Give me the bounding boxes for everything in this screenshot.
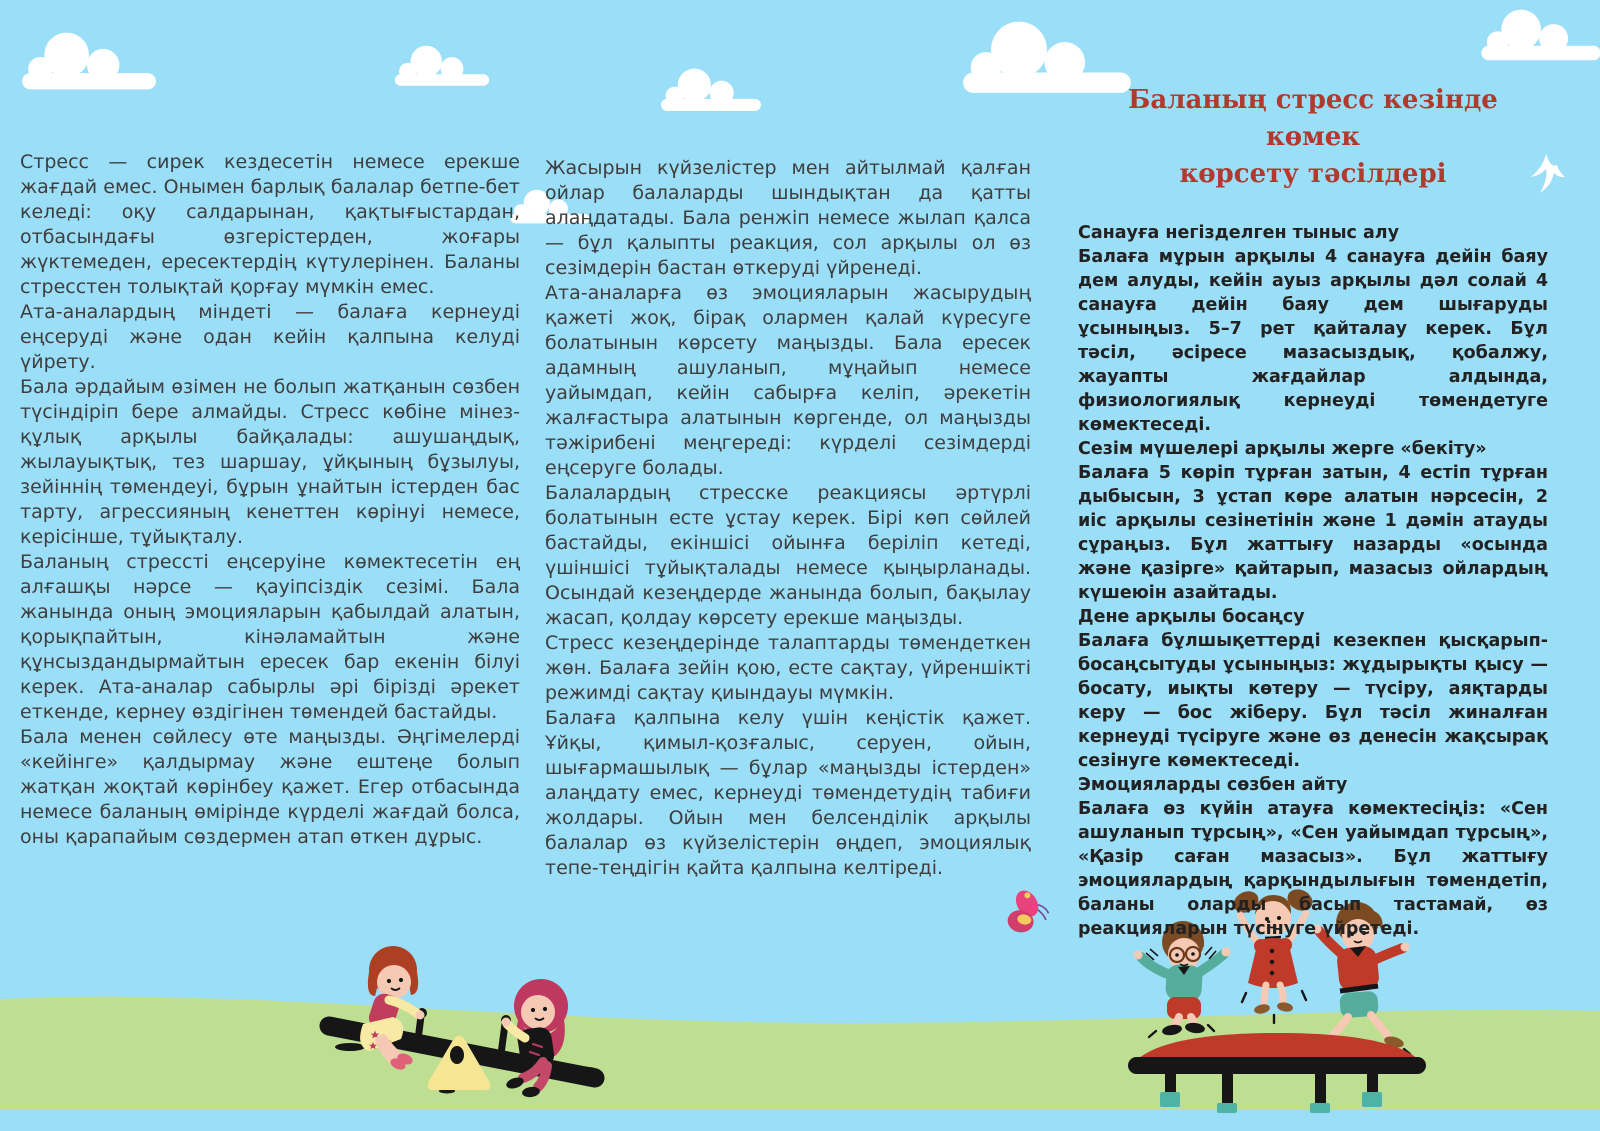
page-title-line: көрсету тәсілдері bbox=[1179, 159, 1447, 189]
section-breathing bbox=[1078, 221, 1548, 437]
paragraph: Ата-аналарға өз эмоцияларын жасырудың қажеті жоқ, бірақ олармен қалай күресуге болатынын көрсету маңызды. Бала ересек адамның ашуланып, мұңайып немесе уайымдап, кейін сабырға келіп, әрекетін жалғастыра алатынын көргенде, ол маңызды тәжірибені меңгереді: күрделі сезімдерді еңсеруге болады. bbox=[545, 282, 1031, 479]
paragraph: Баланың стрессті еңсеруіне көмектесетін ең алғашқы нәрсе — қауіпсіздік сезімі. Бала жанында оның эмоцияларын қабылдай алатын, қорықпайтын, кінәламайтын және құнсыздандырмайтын ересек бар екенін білуі керек. Ата-аналар сабырлы әрі бірізді әрекет еткенде, кернеу өздігінен төмендей бастайды. bbox=[20, 551, 520, 723]
section-grounding bbox=[1078, 437, 1548, 605]
paragraph: Бала менен сөйлесу өте маңызды. Әңгімелерді «кейінге» қалдырмау және ештеңе болып жатқан жоқтай көрінбеу қажет. Егер отбасында немесе баланың өмірінде күрделі жағдай болса, оны қарапайым сөздермен атап өткен дұрыс. bbox=[20, 726, 520, 848]
section-heading: Эмоцияларды сөзбен айту bbox=[1078, 775, 1348, 795]
cloud-icon bbox=[1476, 6, 1600, 62]
section-body: Балаға 5 көріп тұрған затын, 4 естіп тұрған дыбысын, 3 ұстап көре алатын нәрсесін, 2 иіс арқылы сезінетінін және 1 дәмін атауды сұраңыз. Бұл жаттығу назарды «осында және қазірге» қайтарып, мазасыз ойлардың күшеюін азайтады. bbox=[1078, 463, 1548, 603]
section-naming-emotions bbox=[1078, 773, 1548, 941]
cloud-icon bbox=[658, 64, 764, 114]
section-body: Балаға өз күйін атауға көмектесіңіз: «Сен ашуланып тұрсың», «Сен уайымдап тұрсың», «Қазір саған мазасыз». Бұл жаттығу эмоциялардың қарқындылығын төмендетіп, баланы оларды басып тастамай, өз реакцияларын түсінуге үйретеді. bbox=[1078, 799, 1548, 939]
section-heading: Санауға негізделген тыныс алу bbox=[1078, 223, 1400, 243]
column-middle bbox=[545, 156, 1031, 881]
section-body-relaxation bbox=[1078, 605, 1548, 773]
paragraph: Бала әрдайым өзімен не болып жатқанын сөзбен түсіндіріп бере алмайды. Стресс көбіне мінез-құлық арқылы байқалады: ашушаңдық, жылауықтық, тез шаршау, ұйқының бұзылуы, зейіннің төмендеуі, бұрын ұнайтын істерден бас тарту, агрессияның кенеттен көрінуі немесе, керісінше, тұйықталу. bbox=[20, 376, 520, 548]
cloud-icon bbox=[392, 42, 492, 88]
paragraph: Балалардың стресске реакциясы әртүрлі болатынын есте ұстау керек. Бірі көп сөйлей бастайды, екіншісі ойынға беріліп кетеді, үшіншісі тұйықталады немесе қыңырланады. Осындай кезеңдерде жанында болып, бақылау жасап, қолдау көрсету ерекше маңызды. bbox=[545, 482, 1031, 629]
paragraph: Стресс кезеңдерінде талаптарды төмендеткен жөн. Балаға зейін қою, есте сақтау, үйреншікті режимді сақтау қиындауы мүмкін. bbox=[545, 632, 1031, 704]
section-heading: Сезім мүшелері арқылы жерге «бекіту» bbox=[1078, 439, 1487, 459]
paragraph: Балаға қалпына келу үшін кеңістік қажет. Ұйқы, қимыл-қозғалыс, серуен, ойын, шығармашылық — бұлар «маңызды істерден» алаңдату емес, кернеуді төмендетудің табиғи жолдары. Ойын мен белсенділік арқылы балалар өз күйзелістерін өңдеп, эмоциялық тепе-теңдігін қайта қалпына келтіреді. bbox=[545, 707, 1031, 879]
section-body: Балаға мұрын арқылы 4 санауға дейін баяу дем алуды, кейін ауыз арқылы дәл солай 4 санауға дейін баяу дем шығаруды ұсыныңыз. 5–7 рет қайталау керек. Бұл тәсіл, әсіресе мазасыздық, қобалжу, жауапты жағдайлар алдында, физиологиялық кернеуді төмендетуге көмектеседі. bbox=[1078, 247, 1548, 435]
paragraph: Ата-аналардың міндеті — балаға кернеуді еңсеруді және одан кейін қалпына келуді үйрету. bbox=[20, 301, 520, 373]
girl-on-seesaw bbox=[360, 946, 424, 1072]
section-body: Балаға бұлшықеттерді кезекпен қысқарып-босаңсытуды ұсыныңыз: жұдырықты қысу — босату, иықты көтеру — түсіру, аяқтарды керу — бос жіберу. Бұл тәсіл жиналған кернеуді түсіруге және өз денесін жақсырақ сезінуге көмектеседі. bbox=[1078, 631, 1548, 771]
page-title bbox=[1078, 82, 1548, 193]
paragraph: Жасырын күйзелістер мен айтылмай қалған ойлар балаларды шындықтан да қатты алаңдатады. Бала ренжіп немесе жылап қалса — бұл қалыпты реакция, сол арқылы ол өз сезімдерін бастан өткеруді үйренеді. bbox=[545, 157, 1031, 279]
section-heading: Дене арқылы босаңсу bbox=[1078, 607, 1305, 627]
column-left bbox=[20, 150, 520, 850]
cloud-icon bbox=[18, 28, 160, 92]
page-title-line: Баланың стресс кезінде көмек bbox=[1128, 85, 1498, 152]
column-right bbox=[1078, 82, 1548, 941]
butterfly-icon bbox=[1002, 887, 1050, 939]
seesaw-children-illustration bbox=[297, 888, 637, 1118]
paragraph: Стресс — сирек кездесетін немесе ерекше жағдай емес. Онымен барлық балалар бетпе-бет келеді: оқу салдарынан, қақтығыстардан, отбасындағы өзгерістерден, жоғары жүктемеден, ересектердің күтулерінен. Баланы стресстен толықтай қорғау мүмкін емес. bbox=[20, 151, 520, 298]
